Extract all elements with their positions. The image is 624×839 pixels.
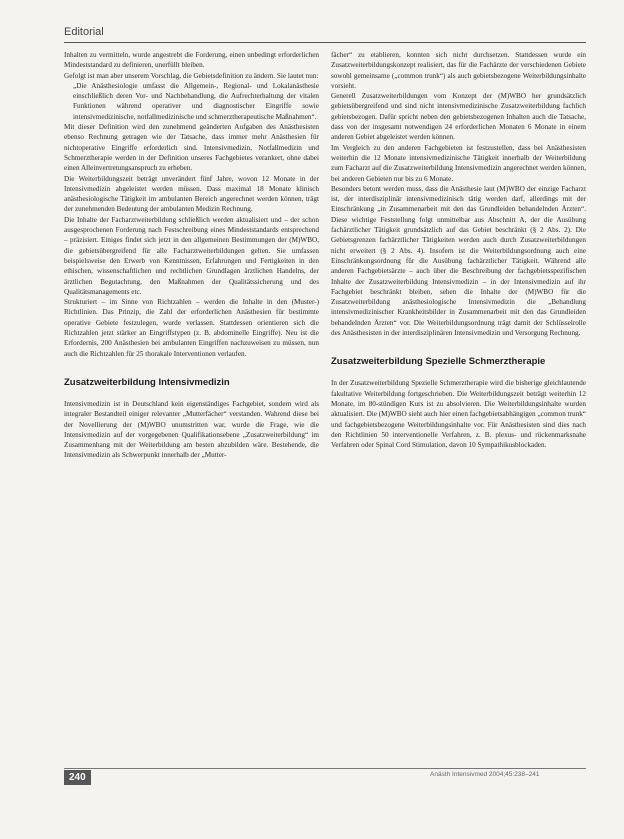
paragraph: Strukturiert – im Sinne von Richtzahlen – werden die Inhalte in den (Muster-) Richtlinien. Das Prinzip, die Zahl der erforderlichen Anästhesien für bestimmte operative Gebiete festzulegen, wurde verlassen. Stattdessen orientieren sich die Richtzahlen jetzt stärker an Eingriffstypen (z. B. abdominelle Eingriffe). Neu ist die Erfordernis, 200 Anästhesien bei ambulanten Eingriffen nachzuweisen zu müssen, nun auch die Richtzahlen für 25 thorakale Interventionen verlaufen. — [64, 298, 319, 358]
definition-quote: „Die Anästhesiologie umfasst die Allgemein-, Regional- und Lokalanästhesie einschließlich deren Vor- und Nachbehandlung, die Aufrechterhaltung der vitalen Funktionen während operativer und diagnostischer Eingriffe sowie intensivmedizinische, notfallmedizinische und schmerztherapeutische Maßnahmen“. — [73, 81, 319, 121]
paragraph: Besonders betont werden muss, dass die Anästhesie laut (M)WBO der einzige Facharzt ist, der interdisziplinär intensivmedizinisch tätig werden darf, allerdings mit der Einschränkung „in Zusammenarbeit mit den das Grundleiden behandelnden Ärzten“. Diese wichtige Feststellung folgt unmittelbar aus Abschnitt A, der die Ausübung fachärztlicher Tätigkeit grundsätzlich auf das Gebiet beschränkt (§ 2 Abs. 2). Die Gebietsgrenzen fachärztlicher Tätigkeiten werden auch durch Zusatzweiterbildungen nicht erweitert (§ 2 Abs. 4). Insofern ist die Weiterbildungsordnung auch eine Einschränkungsordnung für die Ausübung fachärztlicher Tätigkeit. Während alle anderen Fachgebietsärzte – auch über die Beschreibung der fachgebietsspezifischen Inhalte der Zusatzweiterbildung Intensivmedizin – in der Intensivmedizin auf ihr Fachgebiet beschränkt bleiben, sehen die Inhalte der (M)WBO für die Zusatzweiterbildung anästhesiologische Intensivmedizin die „Behandlung intensivmedizinischer Krankheitsbilder in Zusammenarbeit mit den das Grundleiden behandelnden Ärzten“ vor. Die Weiterbildungsordnung trägt damit der Schlüsselrolle des Anästhesisten in der interdisziplinären Intensivmedizin und Versorgung Rechnung. — [331, 184, 586, 338]
section-heading-schmerztherapie: Zusatzweiterbildung Spezielle Schmerztherapie — [331, 356, 546, 368]
paragraph: Die Inhalte der Facharztweiterbildung schließlich werden aktualisiert und – der schon ausgesprochenen Forderung nach Festschreibung eines Mindeststandards entsprechend – präzisiert. Einiges findet sich jetzt in den allgemeinen Bestimmungen der (M)WBO, die gebietsübergreifend für alle Facharztweiterbildungen gelten. Sie umfassen beispielsweise den Erwerb von Kenntnissen, Erfahrungen und Fertigkeiten in den ethischen, wissenschaftlichen und rechtlichen Grundlagen ärztlichen Handelns, der ärztlichen Begutachtung, den Maßnahmen der Qualitätssicherung und des Qualitätsmanagements etc. — [64, 215, 319, 296]
paragraph: Intensivmedizin ist in Deutschland kein eigenständiges Fachgebiet, sondern wird als integraler Bestandteil einiger relevanter „Mutterfächer“ verstanden. Wahrend diese bei der Novellierung der (M)WBO unumstritten war, wurde die Frage, wie die Intensivmedizin auf der vorgegebenen Qualifikationsebene „Zusatzweiterbildung“ im Zusammenhang mit der Weiterbildung am besten abzubilden wäre. Bestehende, die Intensivmedizin als Schwerpunkt innerhalb der „Mutter- — [64, 399, 319, 460]
paragraph: Inhalten zu vermitteln, wurde angestrebt die Forderung, einen unbedingt erforderlichen Mindeststandard zu definieren, unerfüllt bleiben. — [64, 51, 319, 70]
right-column — [331, 50, 586, 450]
footer-rule — [64, 768, 586, 769]
paragraph: Generell Zusatzweiterbildungen vom Konzept der (M)WBO her grundsätzlich gebietsübergreifend und sind nicht intensivmedizinische Zusatzweiterbildung fachlich gebietsbezogen. Dafür spricht neben den gebietsbezogenen Inhalten auch die Tatsache, dass von der insgesamt notwendigen 24 erforderlichen Monaten 6 Monate in einem anderen Gebiet abgeleistet werden können. — [331, 92, 586, 142]
section-label: Editorial — [64, 26, 104, 38]
header-rule — [64, 42, 586, 43]
paragraph: Mit dieser Definition wird den zunehmend geänderten Aufgaben des Anästhesisten ebenso Rechnung getragen wie der Tatsache, dass immer mehr Anästhesien für nichtoperative Eingriffe erforderlich sind. Intensivmedizin, Notfallmedizin und Schmerztherapie werden in der Definition unseres Fachgebietes verankert, ohne dabei einen Alleinvertretungsanspruch zu erheben. — [64, 123, 319, 173]
paragraph: Gefolgt ist man aber unserem Vorschlag, die Gebietsdefinition zu ändern. Sie lautet nun: — [64, 71, 319, 80]
journal-reference: Anästh Intensivmed 2004;45:238–241 — [430, 771, 540, 778]
page-number: 240 — [64, 770, 91, 785]
paragraph: fächer“ zu etablieren, konnten sich nicht durchsetzen. Stattdessen wurde ein Zusatzweiterbildungskonzept realisiert, das für die Fachärzte der verschiedenen Gebiete sowohl gemeinsame („common trunk“) als auch gebietsbezogene Weiterbildungsinhalte vorsieht. — [331, 51, 586, 90]
left-column — [64, 50, 319, 461]
paragraph: Die Weiterbildungszeit beträgt unverändert fünf Jahre, wovon 12 Monate in der Intensivmedizin abgeleistet werden müssen. Dass maximal 18 Monate klinisch anästhesiologische Tätigkeit im ambulanten Bereich angerechnet werden können, trägt der zunehmenden Bedeutung der ambulanten Medizin Rechnung. — [64, 174, 319, 214]
paragraph: In der Zusatzweiterbildung Spezielle Schmerztherapie wird die bisherige gleichlautende fakultative Weiterbildung fortgeschrieben. Die Weiterbildungszeit beträgt weiterhin 12 Monate, im 80-stündigen Kurs ist zu absolvieren. Die Weiterbildungsinhalte wurden aktualisiert. Die (M)WBO sieht auch hier einen fachgebietsabhängigen „common trunk“ und fachgebietsbezogene Weiterbildungsinhalte vor. Für Anästhesisten sind dies nach den Richtlinien 50 interventionelle Verfahren, z. B. plexus- und rückenmarksnahe Verfahren oder Spinal Cord Stimulation, davon 10 Sympathikusblockaden. — [331, 379, 586, 450]
section-heading-intensivmedizin: Zusatzweiterbildung Intensivmedizin — [64, 376, 230, 388]
paragraph: Im Vergleich zu den anderen Fachgebieten ist festzustellen, dass bei Anästhesisten weiterhin die 12 Monate intensivmedizinische Tätigkeit innerhalb der Weiterbildung zum Facharzt auf die Zusatzweiterbildung Intensivmedizin angerechnet werden können, bei anderen Gebieten nur bis zu 6 Monate. — [331, 143, 586, 183]
